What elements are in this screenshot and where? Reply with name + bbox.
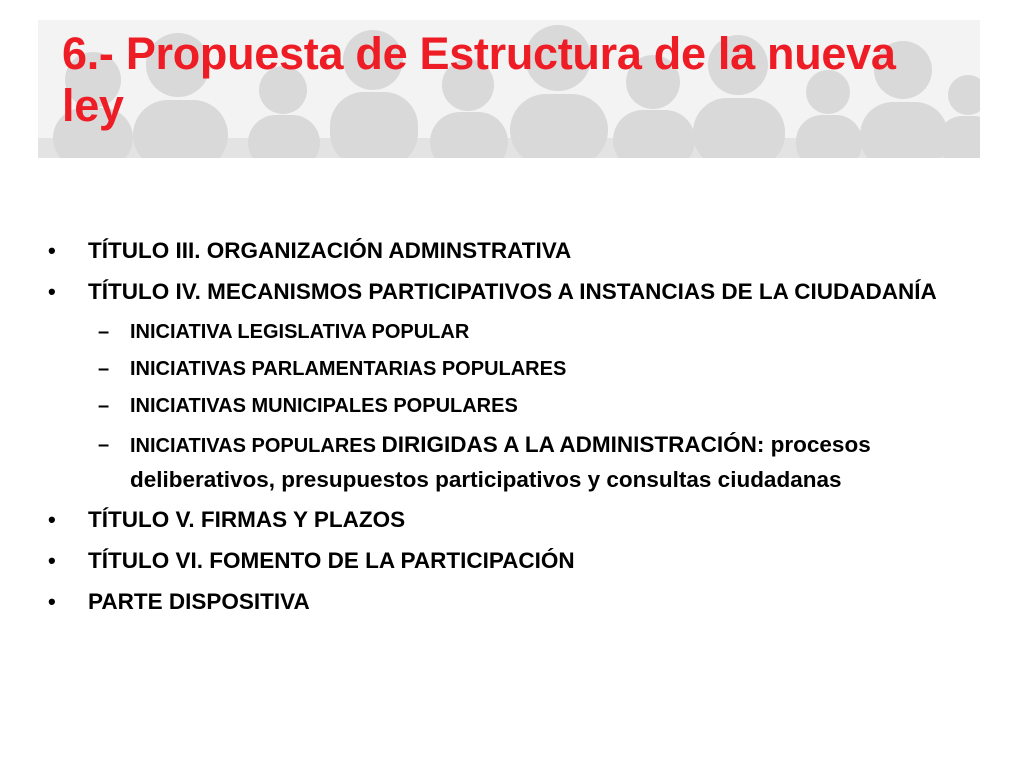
list-item-text: TÍTULO VI. FOMENTO DE LA PARTICIPACIÓN: [88, 548, 575, 573]
bullet-marker: •: [48, 507, 56, 532]
list-item-text: TÍTULO III. ORGANIZACIÓN ADMINSTRATIVA: [88, 238, 572, 263]
slide-content: [48, 235, 978, 627]
sub-list-item: [48, 317, 978, 347]
sub-list-item: [48, 391, 978, 421]
sub-list-item-text-small: INICIATIVAS POPULARES: [130, 435, 382, 457]
sub-list-item-text: INICIATIVA LEGISLATIVA POPULAR: [130, 321, 470, 343]
dash-marker: –: [98, 395, 110, 417]
sub-list-item-text: INICIATIVAS MUNICIPALES POPULARES: [130, 395, 518, 417]
list-item-text: PARTE DISPOSITIVA: [88, 589, 310, 614]
list-item: [48, 586, 978, 617]
bullet-marker: •: [48, 548, 56, 573]
dash-marker: –: [98, 321, 110, 343]
dash-marker: –: [98, 434, 110, 456]
list-item: [48, 545, 978, 576]
list-item: [48, 276, 978, 307]
sub-list-item-text: INICIATIVAS PARLAMENTARIAS POPULARES: [130, 358, 567, 380]
list-item-text: TÍTULO V. FIRMAS Y PLAZOS: [88, 507, 406, 532]
list-item: [48, 504, 978, 535]
bullet-marker: •: [48, 279, 56, 304]
list-item: [48, 235, 978, 266]
list-item-text: TÍTULO IV. MECANISMOS PARTICIPATIVOS A INSTANCIAS DE LA CIUDADANÍA: [88, 279, 937, 304]
sub-list-item: [48, 428, 978, 497]
bullet-marker: •: [48, 589, 56, 614]
dash-marker: –: [98, 358, 110, 380]
sub-list-item: [48, 354, 978, 384]
bullet-marker: •: [48, 238, 56, 263]
sub-list-item-text: DIRIGIDAS A LA ADMINISTRACIÓN: procesos deliberativos, presupuestos participativos y consultas ciudadanas: [130, 432, 871, 492]
slide-title: 6.- Propuesta de Estructura de la nueva ley: [62, 28, 896, 131]
